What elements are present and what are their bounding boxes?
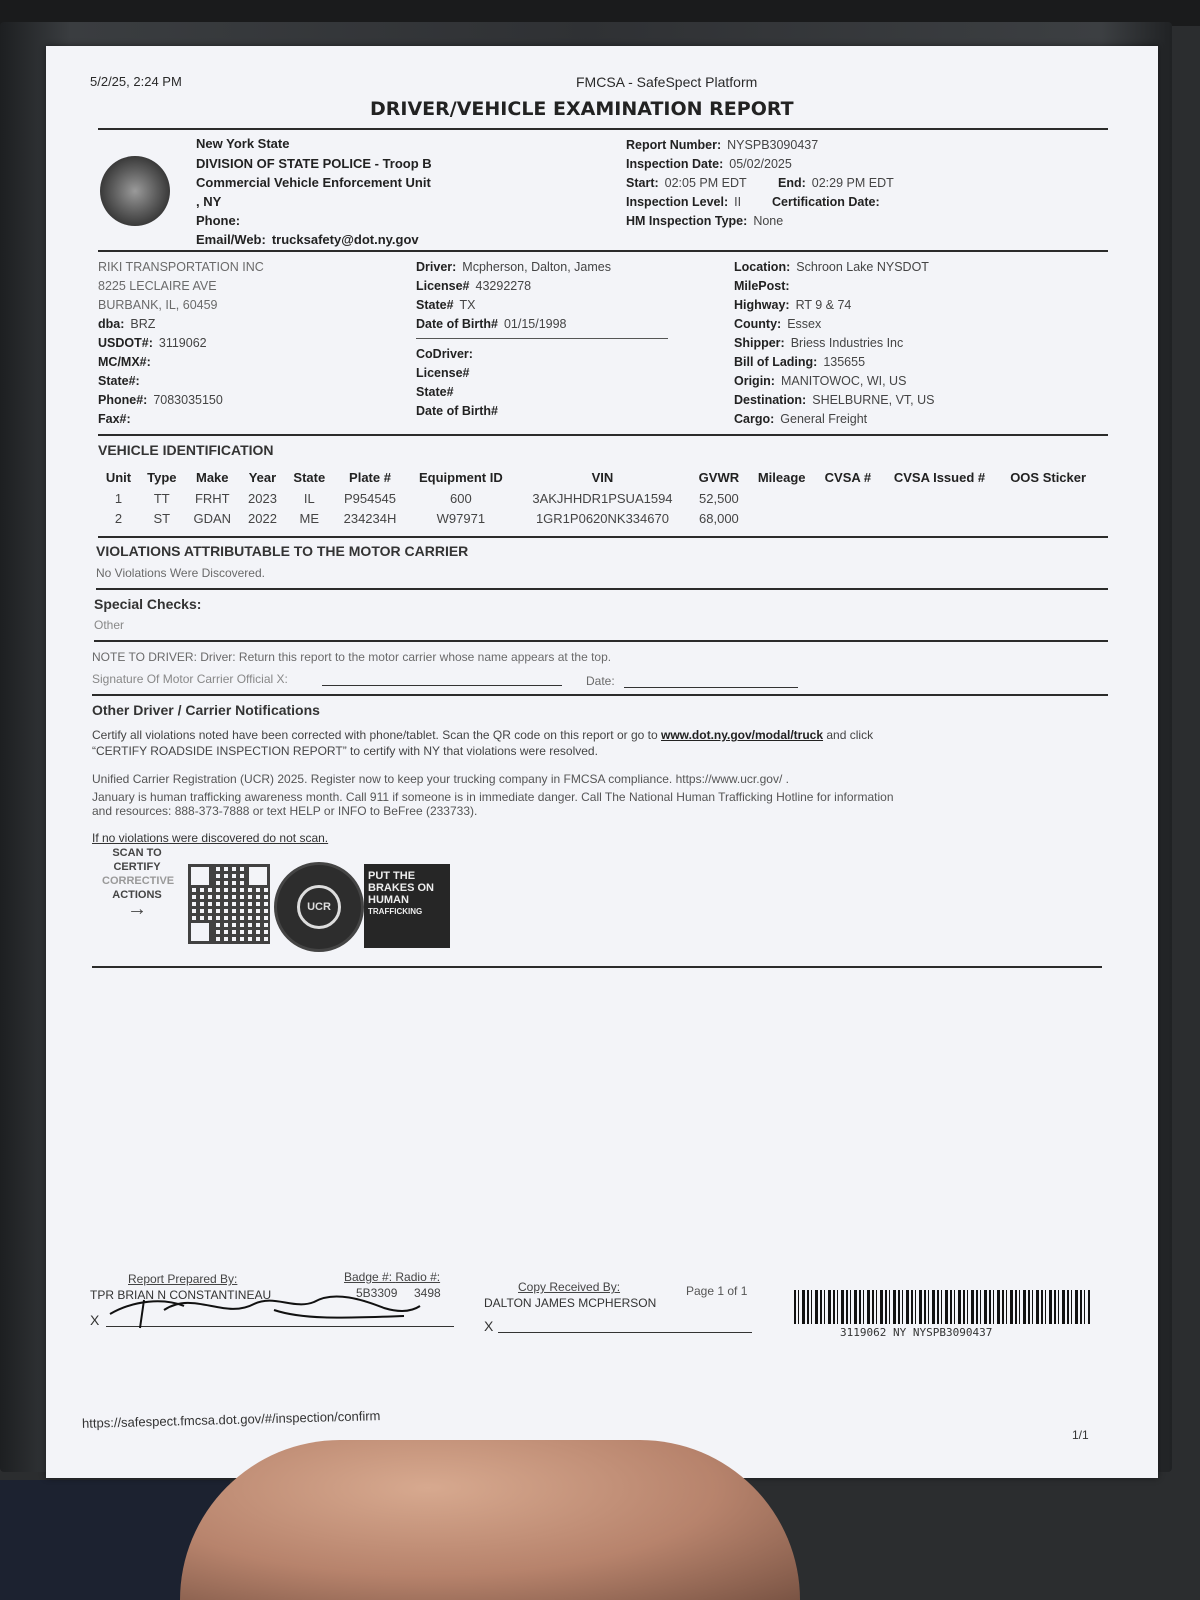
- trafficking-text: January is human trafficking awareness month. Call 911 if someone is in immediate danger. Call The National Human Trafficking Hotline for information: [92, 790, 894, 804]
- page-count: 1/1: [1072, 1428, 1089, 1442]
- cell-gvwr: 52,500: [699, 490, 739, 506]
- driver-state: State# TX: [416, 298, 476, 312]
- badge-radio-label: Badge #: Radio #:: [344, 1270, 441, 1284]
- col-unit: Unit: [105, 469, 132, 485]
- qr-code-icon[interactable]: [188, 864, 270, 944]
- cell-mileage: [748, 508, 815, 528]
- vehicle-table-header: [98, 466, 1098, 488]
- col-equipment-id: Equipment ID: [418, 469, 503, 485]
- vehicle-table: [98, 466, 1098, 528]
- trip-county: County: Essex: [734, 317, 822, 331]
- col-make: Make: [196, 469, 229, 485]
- agency-division: DIVISION OF STATE POLICE - Troop B: [196, 156, 432, 171]
- agency-unit: Commercial Vehicle Enforcement Unit: [196, 175, 431, 190]
- platform-name: FMCSA - SafeSpect Platform: [576, 74, 758, 90]
- cell-gvwr: 68,000: [699, 510, 739, 526]
- agency-email: Email/Web: trucksafety@dot.ny.gov: [196, 232, 419, 247]
- col-cvsa: CVSA #: [824, 469, 872, 485]
- radio-value: 3498: [414, 1286, 441, 1300]
- inspector-signature: [104, 1280, 424, 1332]
- hm-inspection-type: HM Inspection Type: None: [626, 214, 784, 228]
- violations-heading: VIOLATIONS ATTRIBUTABLE TO THE MOTOR CARRIER: [96, 543, 469, 559]
- col-vin: VIN: [591, 469, 614, 485]
- divider: [98, 250, 1108, 252]
- divider: [98, 536, 1108, 538]
- divider: [94, 640, 1108, 642]
- ucr-text: Unified Carrier Registration (UCR) 2025. Register now to keep your trucking company in FMCSA compliance. https://www.ucr.gov/ .: [92, 772, 789, 786]
- carrier-state: State#:: [98, 374, 140, 388]
- col-year: Year: [248, 469, 277, 485]
- carrier-signature-line: [322, 685, 562, 686]
- barcode-text: 3119062 NY NYSPB3090437: [840, 1326, 993, 1339]
- inspection-report-page: [46, 46, 1158, 1478]
- certify-link[interactable]: www.dot.ny.gov/modal/truck: [661, 728, 824, 742]
- inspection-level: Inspection Level: II: [626, 195, 742, 209]
- inspection-date: Inspection Date: 05/02/2025: [626, 157, 792, 171]
- cell-oos-sticker: [998, 488, 1098, 508]
- col-oos-sticker: OOS Sticker: [1010, 469, 1087, 485]
- cell-state: IL: [303, 490, 315, 506]
- codriver-dob: Date of Birth#: [416, 404, 498, 418]
- prepared-by-value: TPR BRIAN N CONSTANTINEAU: [90, 1288, 272, 1302]
- carrier-mcmx: MC/MX#:: [98, 355, 151, 369]
- cell-cvsa: [815, 488, 881, 508]
- carrier-name: RIKI TRANSPORTATION INC: [98, 260, 264, 274]
- state-seal-icon: [100, 156, 170, 226]
- driver-name: Driver: Mcpherson, Dalton, James: [416, 260, 611, 274]
- no-scan-note: If no violations were discovered do not scan.: [92, 831, 329, 845]
- cell-cvsa-issued: [881, 488, 999, 508]
- report-number: Report Number: NYSPB3090437: [626, 138, 819, 152]
- vehicle-heading: VEHICLE IDENTIFICATION: [98, 442, 274, 458]
- trip-location: Location: Schroon Lake NYSDOT: [734, 260, 929, 274]
- prepared-by-label: Report Prepared By:: [128, 1272, 238, 1286]
- violations-text: No Violations Were Discovered.: [96, 566, 265, 580]
- prepared-signature-x: X: [90, 1312, 100, 1328]
- cell-unit: 1: [114, 490, 123, 506]
- cell-year: 2023: [248, 490, 277, 506]
- scan-instructions: SCAN TO CERTIFY CORRECTIVE ACTIONS →: [102, 847, 175, 920]
- cell-type: TT: [153, 490, 170, 506]
- col-gvwr: GVWR: [698, 469, 740, 485]
- barcode-icon: [794, 1290, 1090, 1324]
- human-trafficking-logo: PUT THE BRAKES ON HUMAN TRAFFICKING: [364, 864, 450, 948]
- divider: [96, 588, 1108, 590]
- cell-equipment-id: 600: [450, 490, 472, 506]
- carrier-phone: Phone#: 7083035150: [98, 393, 223, 407]
- certify-text-line2: “CERTIFY ROADSIDE INSPECTION REPORT” to certify with NY that violations were resolved.: [92, 744, 598, 758]
- carrier-usdot: USDOT#: 3119062: [98, 336, 207, 350]
- cell-oos-sticker: [998, 508, 1098, 528]
- col-type: Type: [147, 469, 177, 485]
- cell-vin: 1GR1P0620NK334670: [535, 510, 669, 526]
- cell-cvsa-issued: [881, 508, 999, 528]
- cell-year: 2022: [248, 510, 277, 526]
- cell-cvsa: [815, 508, 881, 528]
- print-datetime: 5/2/25, 2:24 PM: [90, 74, 182, 89]
- trip-destination: Destination: SHELBURNE, VT, US: [734, 393, 935, 407]
- carrier-signature-date-label: Date:: [586, 674, 615, 688]
- divider: [98, 128, 1108, 130]
- trip-cargo: Cargo: General Freight: [734, 412, 868, 426]
- trip-bill-of-lading: Bill of Lading: 135655: [734, 355, 866, 369]
- inspection-end: End: 02:29 PM EDT: [778, 176, 894, 190]
- col-state: State: [293, 469, 326, 485]
- carrier-date-line: [624, 687, 798, 688]
- trip-milepost: MilePost:: [734, 279, 790, 293]
- received-signature-x: X: [484, 1318, 494, 1334]
- codriver-name: CoDriver:: [416, 347, 473, 361]
- cell-make: GDAN: [193, 510, 232, 526]
- received-by-value: DALTON JAMES MCPHERSON: [484, 1296, 657, 1310]
- page-title: DRIVER/VEHICLE EXAMINATION REPORT: [370, 98, 794, 120]
- table-row: [98, 508, 1098, 528]
- carrier-address1: 8225 LECLAIRE AVE: [98, 279, 217, 293]
- cell-plate: P954545: [343, 490, 397, 506]
- special-checks-heading: Special Checks:: [94, 596, 202, 612]
- carrier-signature-label: Signature Of Motor Carrier Official X:: [92, 672, 288, 686]
- trafficking-text-line2: and resources: 888-373-7888 or text HELP or INFO to BeFree (233733).: [92, 804, 478, 818]
- agency-state: New York State: [196, 136, 290, 151]
- cell-type: ST: [153, 510, 171, 526]
- codriver-state: State#: [416, 385, 454, 399]
- cell-unit: 2: [114, 510, 123, 526]
- certify-text: Certify all violations noted have been corrected with phone/tablet. Scan the QR code on this report or go to www.dot.ny.gov/modal/truck and click: [92, 728, 874, 742]
- divider: [416, 338, 668, 339]
- inspection-start: Start: 02:05 PM EDT: [626, 176, 747, 190]
- page-url: https://safespect.fmcsa.dot.gov/#/inspection/confirm: [81, 1408, 381, 1431]
- trip-shipper: Shipper: Briess Industries Inc: [734, 336, 904, 350]
- note-to-driver: NOTE TO DRIVER: Driver: Return this report to the motor carrier whose name appears at the top.: [92, 650, 612, 664]
- cell-mileage: [748, 488, 815, 508]
- divider: [92, 694, 1108, 696]
- driver-license: License# 43292278: [416, 279, 532, 293]
- ucr-logo-icon: UCR: [274, 862, 364, 952]
- notifications-heading: Other Driver / Carrier Notifications: [92, 702, 320, 718]
- cell-plate: 234234H: [343, 510, 397, 526]
- carrier-dba: dba: BRZ: [98, 317, 156, 331]
- driver-dob: Date of Birth# 01/15/1998: [416, 317, 567, 331]
- arrow-right-icon: →: [127, 898, 147, 920]
- divider: [92, 966, 1102, 968]
- divider: [98, 434, 1108, 436]
- page-indicator: Page 1 of 1: [686, 1284, 748, 1298]
- agency-location: , NY: [196, 194, 222, 209]
- col-mileage: Mileage: [757, 469, 806, 485]
- trip-highway: Highway: RT 9 & 74: [734, 298, 852, 312]
- table-row: [98, 488, 1098, 508]
- agency-phone-label: Phone:: [196, 213, 241, 228]
- cell-equipment-id: W97971: [436, 510, 486, 526]
- cell-make: FRHT: [194, 490, 230, 506]
- certification-date: Certification Date:: [772, 195, 880, 209]
- carrier-address2: BURBANK, IL, 60459: [98, 298, 218, 312]
- badge-value: 5B3309: [356, 1286, 398, 1300]
- cell-vin: 3AKJHHDR1PSUA1594: [532, 490, 673, 506]
- special-checks-text: Other: [94, 618, 125, 632]
- carrier-fax: Fax#:: [98, 412, 131, 426]
- codriver-license: License#: [416, 366, 470, 380]
- col-plate: Plate #: [349, 469, 391, 485]
- received-signature-line: [498, 1332, 752, 1333]
- col-cvsa-issued: CVSA Issued #: [893, 469, 986, 485]
- trip-origin: Origin: MANITOWOC, WI, US: [734, 374, 907, 388]
- received-by-label: Copy Received By:: [518, 1280, 621, 1294]
- cell-state: ME: [299, 510, 320, 526]
- hand-holding-page: [180, 1440, 800, 1600]
